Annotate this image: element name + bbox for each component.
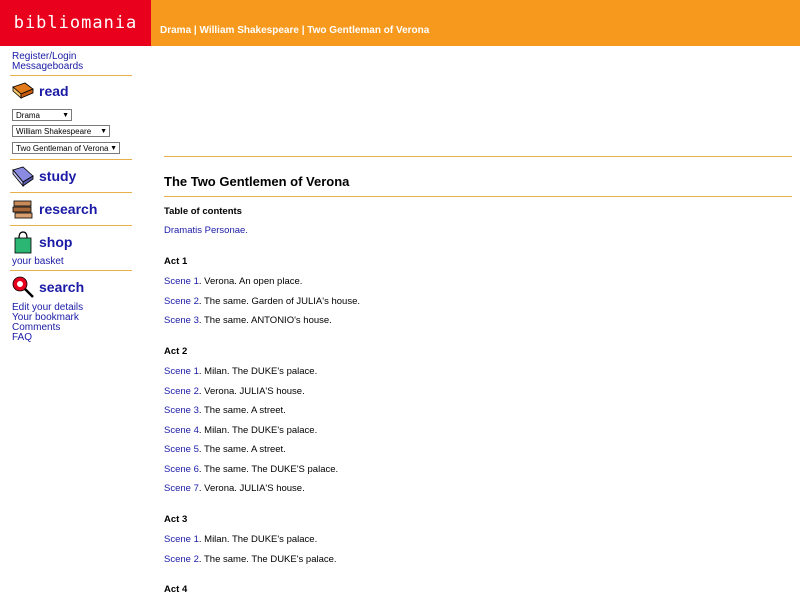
- scene-entry: [164, 464, 338, 475]
- scene-link[interactable]: [164, 534, 199, 545]
- breadcrumb-work[interactable]: Two Gentleman of Verona: [307, 25, 430, 36]
- act-heading: Act 3: [164, 514, 188, 525]
- scene-link[interactable]: [164, 276, 199, 287]
- act-heading: Act 4: [164, 584, 188, 595]
- scene-description: . Verona. An open place.: [198, 276, 303, 287]
- scene-description: . The same. A street.: [198, 444, 286, 455]
- scene-link[interactable]: [164, 464, 199, 475]
- scene-entry: [164, 425, 317, 436]
- scene-link[interactable]: [164, 296, 199, 307]
- page-title: The Two Gentlemen of Verona: [164, 174, 350, 189]
- main-content: [164, 46, 792, 594]
- divider: [10, 192, 132, 193]
- breadcrumb-author[interactable]: William Shakespeare: [199, 25, 299, 36]
- scene-entry: [164, 554, 337, 565]
- work-select[interactable]: Two Gentleman of Verona ▼: [12, 142, 120, 154]
- divider: [164, 156, 792, 157]
- scene-number[interactable]: 2: [193, 385, 199, 397]
- scene-number[interactable]: 2: [193, 295, 199, 307]
- scene-link[interactable]: [164, 483, 199, 494]
- scene-link[interactable]: [164, 366, 199, 377]
- scene-link[interactable]: [164, 425, 199, 436]
- scene-number[interactable]: 7: [193, 483, 199, 494]
- scene-description: . The same. Garden of JULIA's house.: [198, 295, 360, 307]
- header-bar: [151, 0, 800, 46]
- scene-word[interactable]: Scene: [164, 295, 191, 307]
- scene-entry: [164, 405, 286, 416]
- scene-description: . The same. ANTONIO's house.: [198, 315, 332, 326]
- scene-number[interactable]: 3: [193, 405, 199, 416]
- notebook-icon: [11, 164, 35, 188]
- scene-number[interactable]: 3: [193, 315, 199, 326]
- bibliomania-logo[interactable]: bibliomania: [0, 0, 151, 46]
- divider: [10, 270, 132, 271]
- magnifier-icon: [11, 275, 35, 299]
- scene-number[interactable]: 6: [193, 463, 199, 475]
- shopping-bag-icon: [11, 230, 35, 254]
- research-label[interactable]: research: [39, 201, 98, 217]
- scene-entry: [164, 296, 360, 307]
- scene-number[interactable]: 1: [193, 534, 199, 545]
- bookmark-link[interactable]: Your bookmark: [12, 312, 79, 323]
- scene-word[interactable]: Scene: [164, 444, 191, 455]
- scene-description: . The same. The DUKE's palace.: [198, 553, 337, 565]
- read-label[interactable]: read: [39, 83, 69, 99]
- books-stack-icon: [11, 197, 35, 221]
- dramatis-personae-link[interactable]: Dramatis Personae.: [164, 225, 248, 236]
- scene-description: . Milan. The DUKE's palace.: [198, 366, 318, 377]
- scene-description: . Milan. The DUKE's palace.: [198, 424, 318, 436]
- scene-entry: [164, 534, 317, 545]
- divider: [164, 196, 792, 197]
- scene-link[interactable]: [164, 315, 199, 326]
- scene-description: . The same. The DUKE'S palace.: [198, 463, 339, 475]
- basket-link[interactable]: your basket: [12, 256, 64, 267]
- scene-word[interactable]: Scene: [164, 315, 191, 326]
- scene-entry: [164, 315, 332, 326]
- faq-link[interactable]: FAQ: [12, 332, 33, 343]
- breadcrumb-separator: |: [193, 25, 200, 36]
- breadcrumb-separator: |: [301, 25, 308, 36]
- scene-link[interactable]: [164, 405, 199, 416]
- scene-description: . Verona. JULIA'S house.: [198, 483, 305, 494]
- scene-description: . Milan. The DUKE's palace.: [198, 534, 318, 545]
- breadcrumb-drama[interactable]: Drama: [160, 25, 192, 36]
- scene-word[interactable]: Scene: [164, 553, 191, 565]
- scene-number[interactable]: 1: [193, 366, 199, 377]
- scene-number[interactable]: 5: [193, 444, 199, 455]
- act-heading: Act 2: [164, 346, 188, 357]
- scene-link[interactable]: [164, 444, 199, 455]
- divider: [10, 225, 132, 226]
- scene-number[interactable]: 1: [193, 276, 199, 287]
- toc-heading: Table of contents: [164, 206, 242, 217]
- scene-entry: [164, 366, 317, 377]
- scene-description: . Verona. JULIA'S house.: [198, 385, 305, 397]
- sidebar: [0, 46, 140, 594]
- search-label[interactable]: search: [39, 279, 85, 295]
- scene-word[interactable]: Scene: [164, 534, 191, 545]
- genre-select[interactable]: Drama ▼: [12, 109, 72, 121]
- scene-word[interactable]: Scene: [164, 405, 191, 416]
- scene-number[interactable]: 4: [193, 424, 199, 436]
- book-icon: [11, 79, 35, 103]
- scene-entry: [164, 276, 302, 287]
- act-heading: Act 1: [164, 256, 188, 267]
- scene-link[interactable]: [164, 554, 199, 565]
- shop-label[interactable]: shop: [39, 234, 73, 250]
- scene-word[interactable]: Scene: [164, 463, 191, 475]
- divider: [10, 159, 132, 160]
- comments-link[interactable]: Comments: [12, 322, 61, 333]
- breadcrumb: [160, 25, 429, 36]
- messageboards-link[interactable]: Messageboards: [12, 61, 84, 72]
- scene-description: . The same. A street.: [198, 405, 286, 416]
- scene-entry: [164, 483, 305, 494]
- scene-link[interactable]: [164, 386, 199, 397]
- scene-word[interactable]: Scene: [164, 483, 191, 494]
- scene-word[interactable]: Scene: [164, 424, 191, 436]
- edit-details-link[interactable]: Edit your details: [12, 302, 84, 313]
- scene-entry: [164, 386, 305, 397]
- scene-entry: [164, 444, 286, 455]
- scene-word[interactable]: Scene: [164, 385, 191, 397]
- scene-word[interactable]: Scene: [164, 276, 191, 287]
- divider: [10, 75, 132, 76]
- scene-word[interactable]: Scene: [164, 366, 191, 377]
- study-label[interactable]: study: [39, 168, 77, 184]
- author-select[interactable]: William Shakespeare ▼: [12, 125, 110, 137]
- register-login-link[interactable]: Register/Login: [12, 51, 77, 62]
- scene-number[interactable]: 2: [193, 553, 199, 565]
